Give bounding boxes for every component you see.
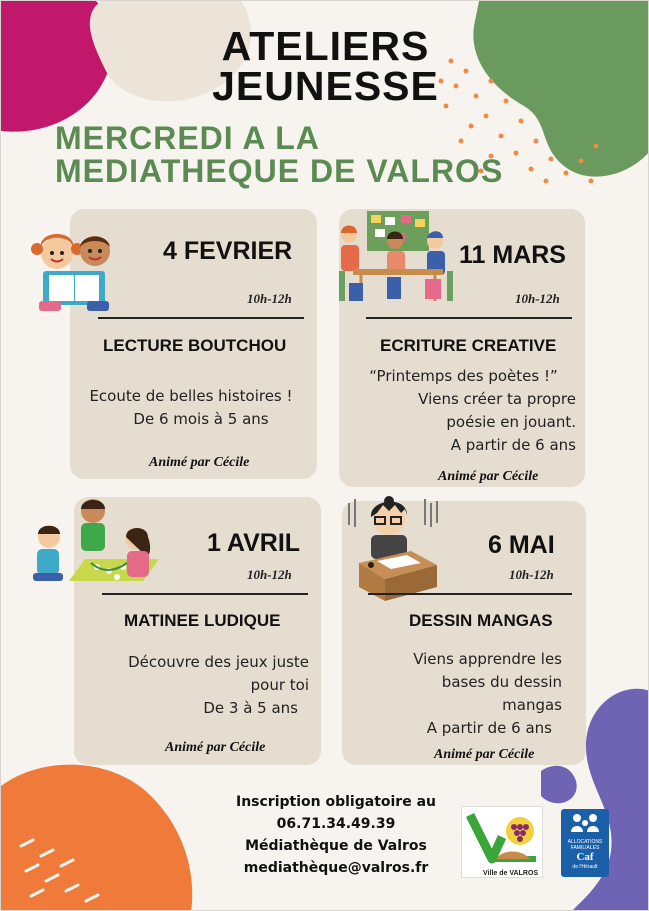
workshop-2-animator: Animé par Cécile bbox=[438, 469, 539, 484]
description-line: pour toi bbox=[250, 676, 309, 694]
children-reading-book-icon bbox=[29, 229, 121, 313]
registration-line: Inscription obligatoire au bbox=[236, 794, 436, 810]
workshop-1-divider bbox=[98, 317, 304, 319]
workshop-3-date: 1 AVRIL bbox=[207, 529, 301, 557]
description-line: Découvre des jeux juste bbox=[128, 653, 309, 671]
children-playing-board-game-icon bbox=[27, 497, 167, 593]
description-line: Ecoute de belles histoires ! bbox=[89, 387, 293, 405]
workshop-4-date: 6 MAI bbox=[488, 531, 555, 559]
workshop-1-date: 4 FEVRIER bbox=[163, 237, 293, 265]
email-address: mediathèque@valros.fr bbox=[243, 860, 429, 876]
title-line-2: JEUNESSE bbox=[212, 63, 439, 109]
subtitle-line-1: MERCREDI A LA bbox=[55, 120, 320, 156]
phone-number: 06.71.34.49.39 bbox=[276, 816, 396, 832]
description-line: Viens apprendre les bbox=[413, 650, 562, 668]
workshop-2-title: ECRITURE CREATIVE bbox=[380, 336, 557, 355]
manga-artist-drawing-icon bbox=[345, 493, 441, 603]
workshop-1-time: 10h-12h bbox=[247, 291, 292, 306]
workshop-2-description bbox=[351, 365, 576, 457]
workshop-2-divider bbox=[366, 317, 572, 319]
caf-text-4: de l'Hérault bbox=[572, 864, 598, 870]
description-line: “Printemps des poètes !” bbox=[369, 367, 558, 385]
description-line: De 3 à 5 ans bbox=[203, 699, 298, 717]
workshop-4-divider bbox=[368, 593, 572, 595]
title-line-1: ATELIERS bbox=[221, 23, 430, 69]
caf-logo bbox=[561, 809, 609, 877]
subtitle-line-2: MEDIATHEQUE DE VALROS bbox=[55, 153, 504, 189]
orange-blob-decoration bbox=[1, 756, 201, 911]
workshop-2-date: 11 MARS bbox=[459, 241, 566, 269]
caf-text-1: ALLOCATIONS bbox=[567, 839, 603, 845]
description-line: A partir de 6 ans bbox=[450, 436, 576, 454]
description-line: De 6 mois à 5 ans bbox=[133, 410, 269, 428]
workshop-3-divider bbox=[102, 593, 308, 595]
caf-text-2: FAMILIALES bbox=[570, 845, 600, 851]
description-line: Viens créer ta propre bbox=[418, 390, 576, 408]
description-line: A partir de 6 ans bbox=[426, 719, 552, 737]
description-line: mangas bbox=[502, 696, 562, 714]
workshop-4-time: 10h-12h bbox=[509, 567, 554, 582]
valros-logo bbox=[461, 806, 543, 878]
caf-text-3: Caf bbox=[576, 851, 594, 863]
workshop-4-animator: Animé par Cécile bbox=[434, 747, 535, 762]
caf-family-icon bbox=[567, 812, 603, 834]
workshop-3-title: MATINEE LUDIQUE bbox=[124, 611, 281, 630]
valros-logo-text: Ville de VALROS bbox=[483, 870, 538, 877]
workshop-3-description bbox=[91, 651, 316, 720]
workshop-1-animator: Animé par Cécile bbox=[149, 455, 250, 470]
description-line: bases du dessin bbox=[441, 673, 562, 691]
workshop-1-title: LECTURE BOUTCHOU bbox=[103, 336, 287, 355]
registration-info bbox=[201, 791, 471, 879]
workshop-1-description bbox=[71, 385, 311, 431]
valros-emblem-icon bbox=[462, 807, 544, 867]
library-name: Médiathèque de Valros bbox=[245, 838, 427, 854]
description-line: poésie en jouant. bbox=[446, 413, 576, 431]
people-writing-at-table-icon bbox=[335, 207, 457, 305]
workshop-4-title: DESSIN MANGAS bbox=[409, 611, 553, 630]
workshop-3-time: 10h-12h bbox=[247, 567, 292, 582]
workshop-4-description bbox=[381, 648, 576, 740]
workshop-2-time: 10h-12h bbox=[515, 291, 560, 306]
workshop-3-animator: Animé par Cécile bbox=[165, 740, 266, 755]
